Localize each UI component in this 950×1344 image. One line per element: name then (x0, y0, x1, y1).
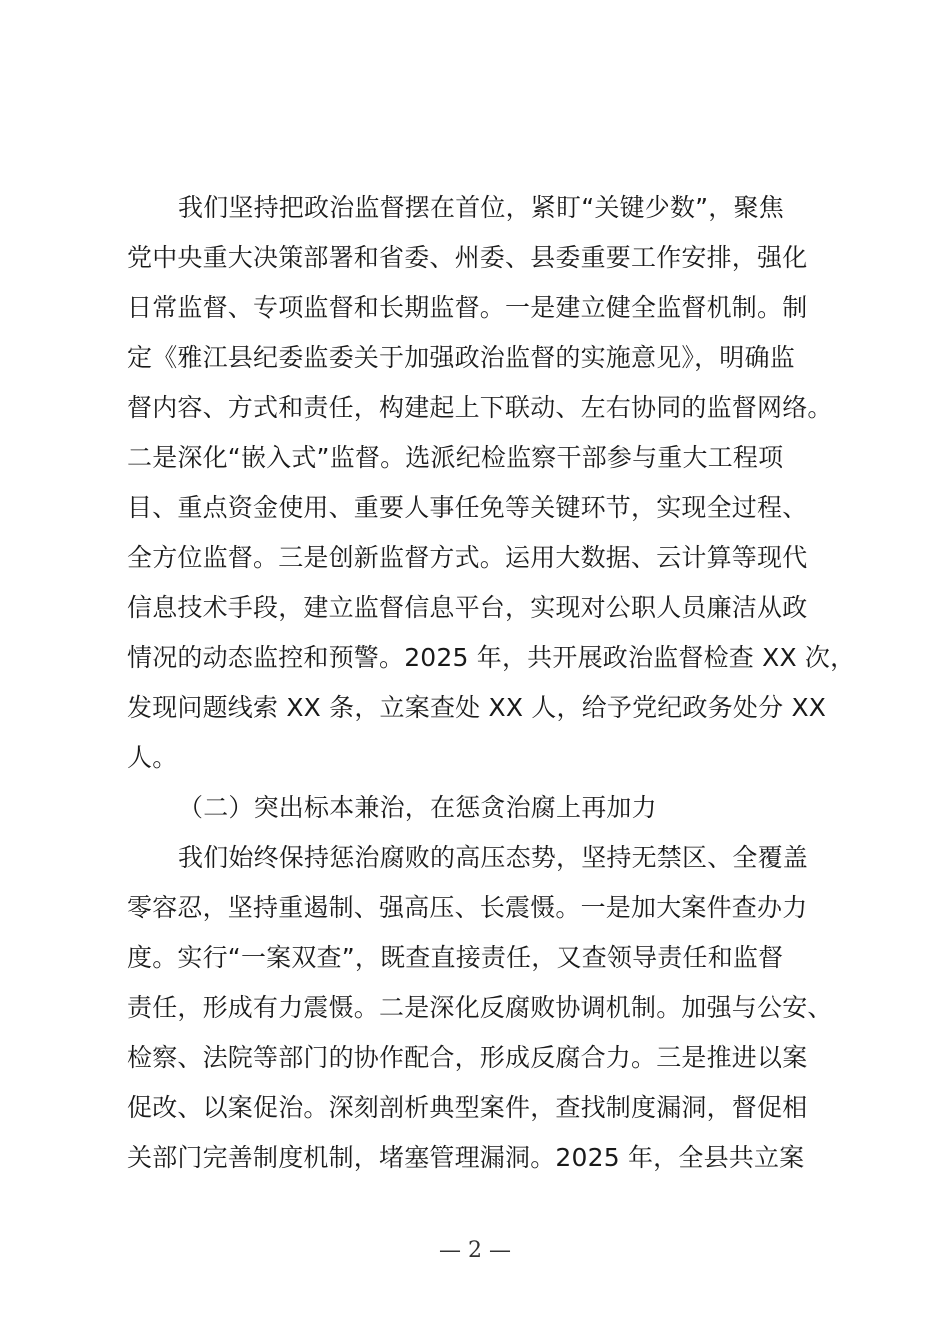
text-line: 人。 (127, 743, 178, 772)
text-line: 发现问题线索 XX 条，立案查处 XX 人，给予党纪政务处分 XX (127, 693, 827, 722)
text-line: 信息技术手段，建立监督信息平台，实现对公职人员廉洁从政 (127, 593, 808, 622)
text-line: 责任，形成有力震慑。二是深化反腐败协调机制。加强与公安、 (127, 993, 833, 1022)
section-heading: （二）突出标本兼治，在惩贪治腐上再加力 (178, 793, 657, 822)
text-line: 全方位监督。三是创新监督方式。运用大数据、云计算等现代 (127, 543, 808, 572)
text-line: 我们始终保持惩治腐败的高压态势，坚持无禁区、全覆盖 (178, 843, 809, 872)
text-line: 日常监督、专项监督和长期监督。一是建立健全监督机制。制 (127, 293, 808, 322)
text-line: 促改、以案促治。深刻剖析典型案件，查找制度漏洞，督促相 (127, 1093, 808, 1122)
text-line: 检察、法院等部门的协作配合，形成反腐合力。三是推进以案 (127, 1043, 808, 1072)
text-line: 二是深化“嵌入式”监督。选派纪检监察干部参与重大工程项 (127, 443, 784, 472)
text-line: 情况的动态监控和预警。2025 年，共开展政治监督检查 XX 次， (127, 643, 856, 672)
text-line: 关部门完善制度机制，堵塞管理漏洞。2025 年，全县共立案 (127, 1143, 805, 1172)
text-line: 定《雅江县纪委监委关于加强政治监督的实施意见》，明确监 (127, 343, 795, 372)
text-line: 目、重点资金使用、重要人事任免等关键环节，实现全过程、 (127, 493, 808, 522)
text-line: 零容忍，坚持重遏制、强高压、长震慑。一是加大案件查办力 (127, 893, 808, 922)
text-line: 我们坚持把政治监督摆在首位，紧盯“关键少数”，聚焦 (178, 193, 784, 222)
page-number: — 2 — (439, 1238, 511, 1263)
text-line: 党中央重大决策部署和省委、州委、县委重要工作安排，强化 (127, 243, 808, 272)
text-line: 督内容、方式和责任，构建起上下联动、左右协同的监督网络。 (127, 393, 833, 422)
text-line: 度。实行“一案双查”，既查直接责任，又查领导责任和监督 (127, 943, 784, 972)
